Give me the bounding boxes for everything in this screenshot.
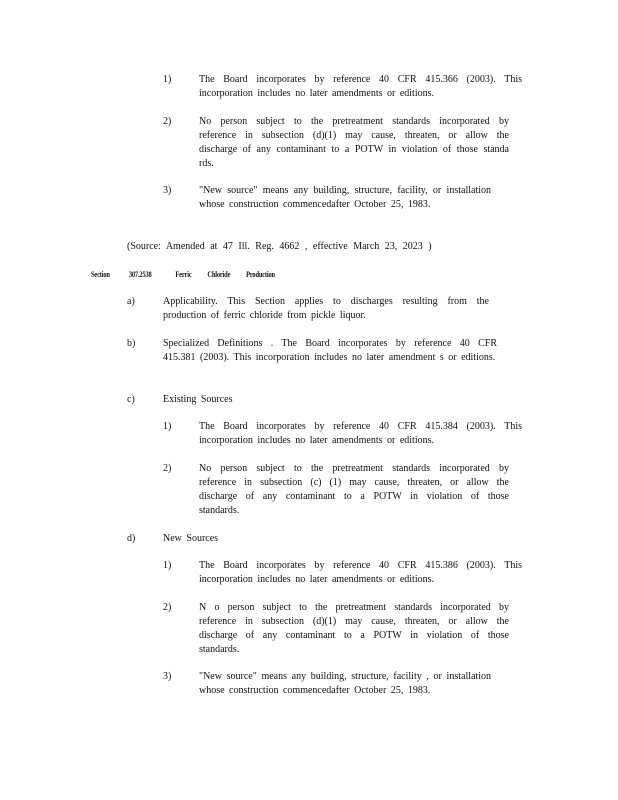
subsection-text: Specialized Definitions . The Board incorporates by reference 40 CFR 415.381 (2003). This incorporation includes no later amendment s or editions. bbox=[163, 338, 497, 363]
subsection-letter: b) bbox=[127, 338, 136, 349]
item-number: 2) bbox=[163, 116, 172, 127]
item-text: The Board incorporates by reference 40 CFR 415.386 (2003). This incorporation includes no later amendments or editions. bbox=[199, 560, 522, 585]
item-text: N o person subject to the pretreatment standards incorporated by reference in subsection (d)(1) may cause, threaten, or allow the discharge of any contaminant to a POTW in violation of those standards. bbox=[199, 602, 509, 655]
item-text: "New source" means any building, structure, facility, or installation whose construction commencedafter October 25, 1983. bbox=[199, 185, 491, 210]
item-number: 2) bbox=[163, 463, 172, 474]
source-note: (Source: Amended at 47 Ill. Reg. 4662 , effective March 23, 2023 ) bbox=[127, 241, 432, 252]
item-text: No person subject to the pretreatment standards incorporated by reference in subsection (d)(1) may cause, threaten, or allow the discharge of any contaminant to a POTW in violation of those standa rds. bbox=[199, 116, 509, 169]
item-number: 3) bbox=[163, 185, 172, 196]
item-number: 1) bbox=[163, 74, 172, 85]
item-text: The Board incorporates by reference 40 CFR 415.366 (2003). This incorporation includes no later amendments or editions. bbox=[199, 74, 522, 99]
item-number: 1) bbox=[163, 421, 172, 432]
subsection-text: Applicability. This Section applies to discharges resulting from the production of ferric chloride from pickle liquor. bbox=[163, 296, 489, 321]
item-number: 1) bbox=[163, 560, 172, 571]
subsection-letter: a) bbox=[127, 296, 135, 307]
section-heading bbox=[91, 269, 275, 281]
item-number: 2) bbox=[163, 602, 172, 613]
section-title: Ferric Chloride Production bbox=[175, 270, 275, 279]
item-text: "New source" means any building, structure, facility , or installation whose construction commencedafter October 25, 1983. bbox=[199, 671, 491, 696]
section-number: 307.2538 bbox=[128, 270, 152, 279]
subsection-letter: c) bbox=[127, 394, 135, 405]
item-text: The Board incorporates by reference 40 CFR 415.384 (2003). This incorporation includes no later amendments or editions. bbox=[199, 421, 522, 446]
subsection-heading: New Sources bbox=[163, 533, 219, 544]
subsection-letter: d) bbox=[127, 533, 136, 544]
subsection-heading: Existing Sources bbox=[163, 394, 233, 405]
section-label: Section bbox=[91, 270, 110, 279]
item-number: 3) bbox=[163, 671, 172, 682]
item-text: No person subject to the pretreatment standards incorporated by reference in subsection (c) (1) may cause, threaten, or allow the discharge of any contaminant to a POTW in violation of those standards. bbox=[199, 463, 509, 516]
